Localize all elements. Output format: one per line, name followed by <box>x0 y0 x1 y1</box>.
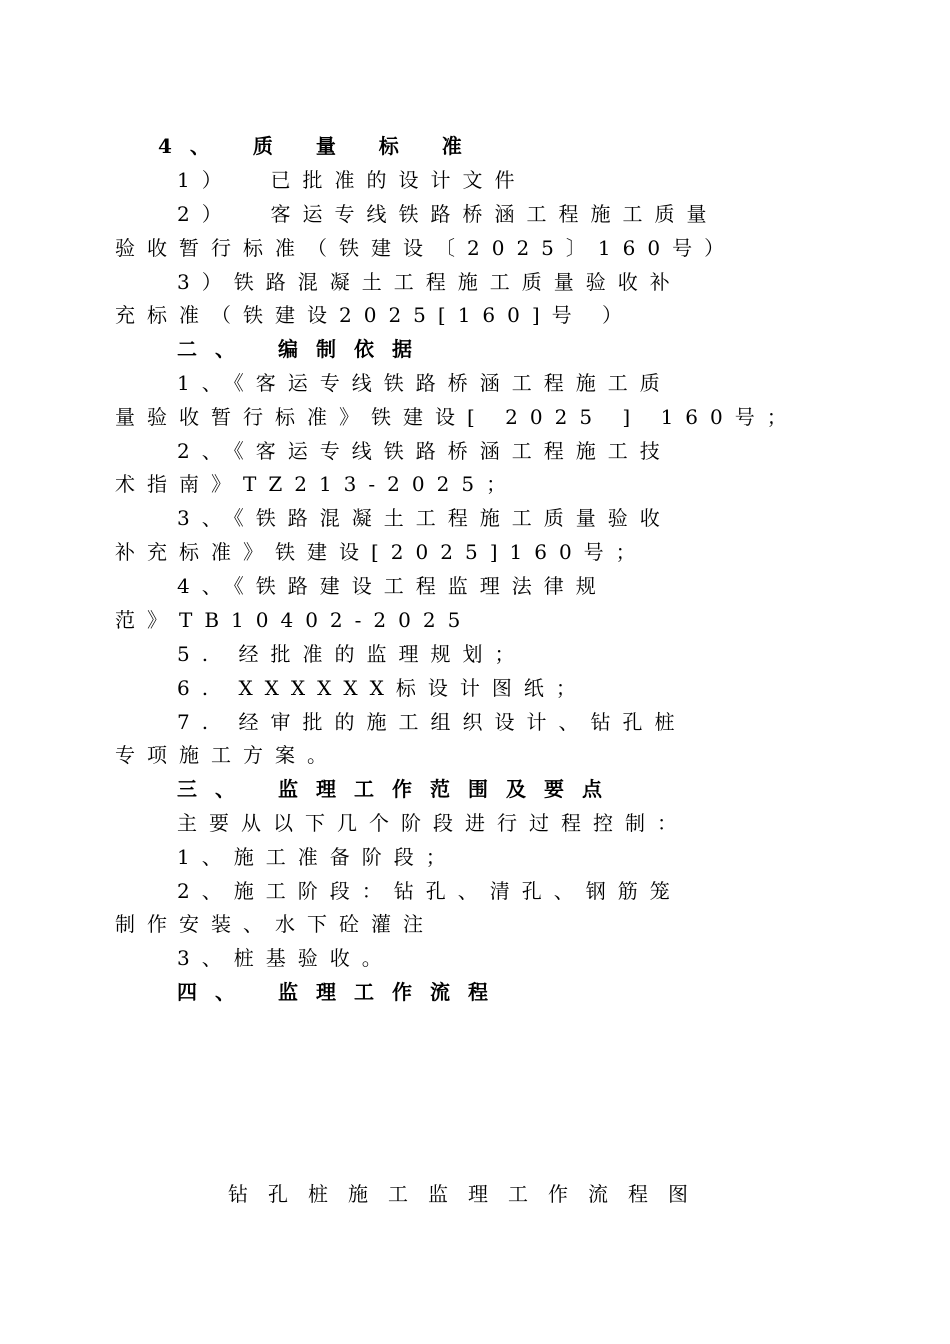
flowchart-caption: 钻孔桩施工监理工作流程图 <box>228 1182 708 1206</box>
quality-item-3-cont: 充标准（铁建设2025[160]号 ） <box>115 303 635 327</box>
basis-item-5: 5. 经批准的监理规划； <box>177 642 527 666</box>
quality-item-1: 1） 已批准的设计文件 <box>177 168 527 192</box>
basis-item-2-cont: 术指南》TZ213-2025； <box>115 472 519 496</box>
basis-item-4-cont: 范》TB10402-2025 <box>115 608 473 632</box>
scope-item-2: 2、施工阶段：钻孔、清孔、钢筋笼 <box>177 879 682 903</box>
scope-item-1: 1、施工准备阶段； <box>177 845 458 869</box>
section-heading-basis: 二、 编制依据 <box>177 337 430 361</box>
basis-item-3: 3、《铁路混凝土工程施工质量验收 <box>177 506 672 530</box>
quality-item-3: 3）铁路混凝土工程施工质量验收补 <box>177 270 682 294</box>
basis-item-2: 2、《客运专线铁路桥涵工程施工技 <box>177 439 672 463</box>
scope-item-2-cont: 制作安装、水下砼灌注 <box>115 912 435 936</box>
section-heading-workflow: 四、 监理工作流程 <box>177 980 506 1004</box>
scope-intro: 主要从以下几个阶段进行过程控制： <box>177 811 689 835</box>
scope-item-3: 3、桩基验收。 <box>177 946 394 970</box>
section-heading-scope: 三、 监理工作范围及要点 <box>177 777 620 801</box>
basis-item-7-cont: 专项施工方案。 <box>115 743 339 767</box>
quality-item-2-cont: 验收暂行标准（铁建设〔2025〕160号） <box>115 236 737 260</box>
basis-item-1: 1、《客运专线铁路桥涵工程施工质 <box>177 371 672 395</box>
basis-item-6: 6. XXXXXX标设计图纸； <box>177 676 588 700</box>
section-heading-quality-standard: 4、 质 量 标 准 <box>158 134 480 158</box>
basis-item-4: 4、《铁路建设工程监理法律规 <box>177 574 608 598</box>
basis-item-3-cont: 补充标准》铁建设[2025]160号； <box>115 540 648 564</box>
basis-item-7: 7. 经审批的施工组织设计、钻孔桩 <box>177 710 687 734</box>
basis-item-1-cont: 量验收暂行标准》铁建设[ 2025 ] 160号； <box>115 405 799 429</box>
quality-item-2: 2） 客运专线铁路桥涵工程施工质量 <box>177 202 719 226</box>
